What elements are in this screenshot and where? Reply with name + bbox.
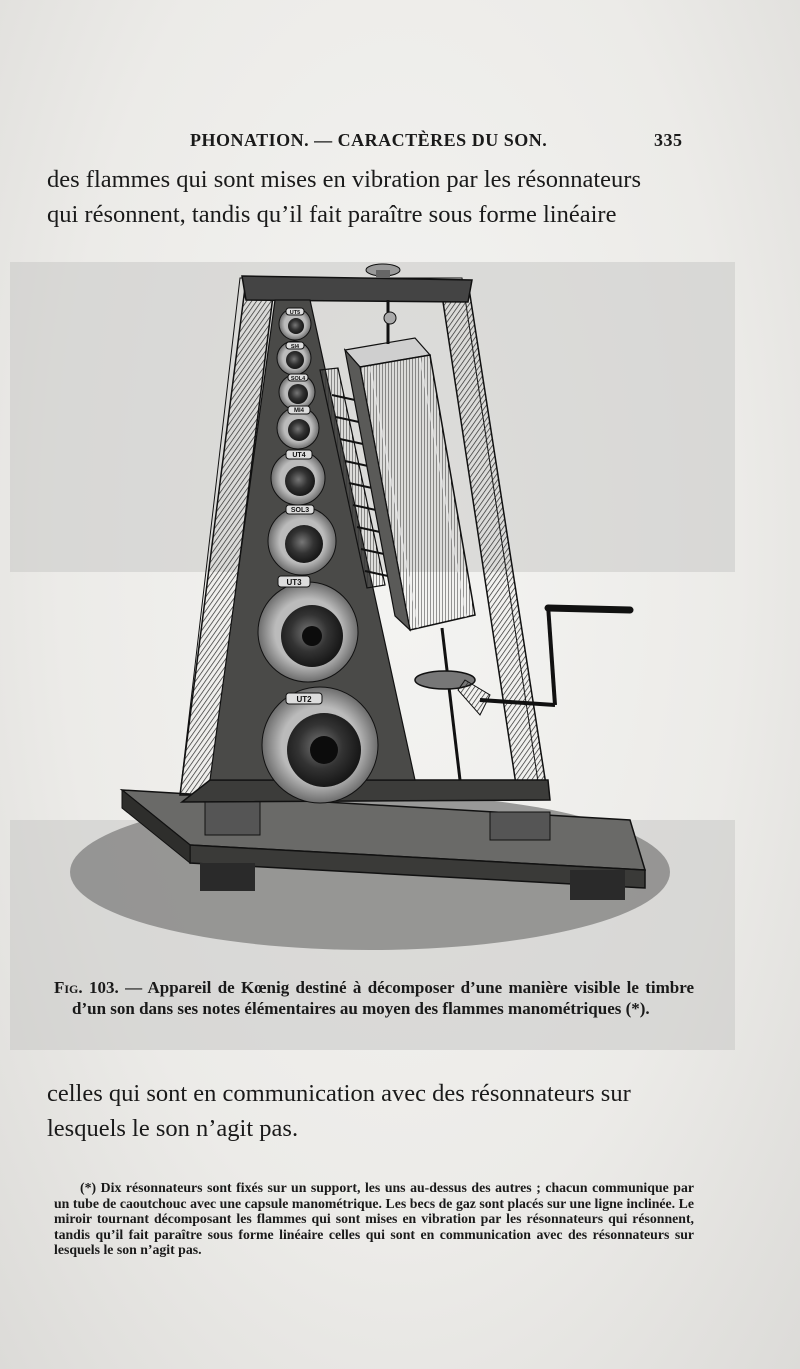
body-line: lesquels le son n’agit pas. — [47, 1115, 299, 1142]
body-text-bottom — [47, 1076, 692, 1146]
body-line: des flammes qui sont mises en vibration par les résonnateurs — [47, 166, 641, 193]
label-ut3: UT3 — [286, 578, 302, 587]
label-ut4: UT4 — [292, 452, 306, 459]
running-title: PHONATION. — CARACTÈRES DU SON. — [190, 130, 548, 150]
figure-caption-text: — Appareil de Kœnig destiné à décomposer d’une manière visible le timbre d’un son dans ses notes élémentaires au moyen des flammes manométriques (*). — [72, 978, 695, 1018]
mirror-spindle-bottom — [442, 628, 460, 780]
figure-caption — [54, 977, 694, 1019]
resonator-sol3 — [268, 507, 336, 575]
resonator-ut3 — [258, 582, 358, 682]
figure-label: Fig. 103. — [54, 978, 119, 997]
label-ut2: UT2 — [296, 695, 312, 704]
running-header — [0, 130, 800, 156]
label-sol4: SOL4 — [290, 376, 306, 382]
body-text-top — [47, 162, 692, 232]
label-sol3: SOL3 — [290, 507, 310, 514]
label-ut5: UT5 — [289, 310, 301, 316]
label-mi4: MI4 — [293, 408, 305, 414]
frame-bottom-bar — [182, 780, 550, 802]
footnote — [54, 1180, 694, 1258]
crank-handle — [548, 608, 630, 610]
footnote-text: (*) Dix résonnateurs sont fixés sur un support, les uns au-dessus des autres ; chacun communique par un tube de caoutchouc avec une capsule manométrique. Les becs de gaz sont placés sur une ligne inclinée. Le miroir tournant décomposant les flammes qui sont mises en vibration par les résonnateurs qui résonnent, tandis qu’il fait paraître sous forme linéaire celles qui sont en communication avec des résonnateurs sur lesquels le son n’agit pas. — [54, 1180, 694, 1258]
body-line: celles qui sont en communication avec des résonnateurs sur — [47, 1080, 631, 1107]
base-foot-left — [200, 863, 255, 891]
page-number: 335 — [654, 130, 683, 150]
body-line: qui résonnent, tandis qu’il fait paraître sous forme linéaire — [47, 201, 617, 228]
base-foot-right — [570, 870, 625, 900]
frame-top-bar — [242, 276, 472, 302]
label-si4: SI4 — [290, 344, 300, 350]
koenig-apparatus-engraving — [70, 260, 690, 950]
